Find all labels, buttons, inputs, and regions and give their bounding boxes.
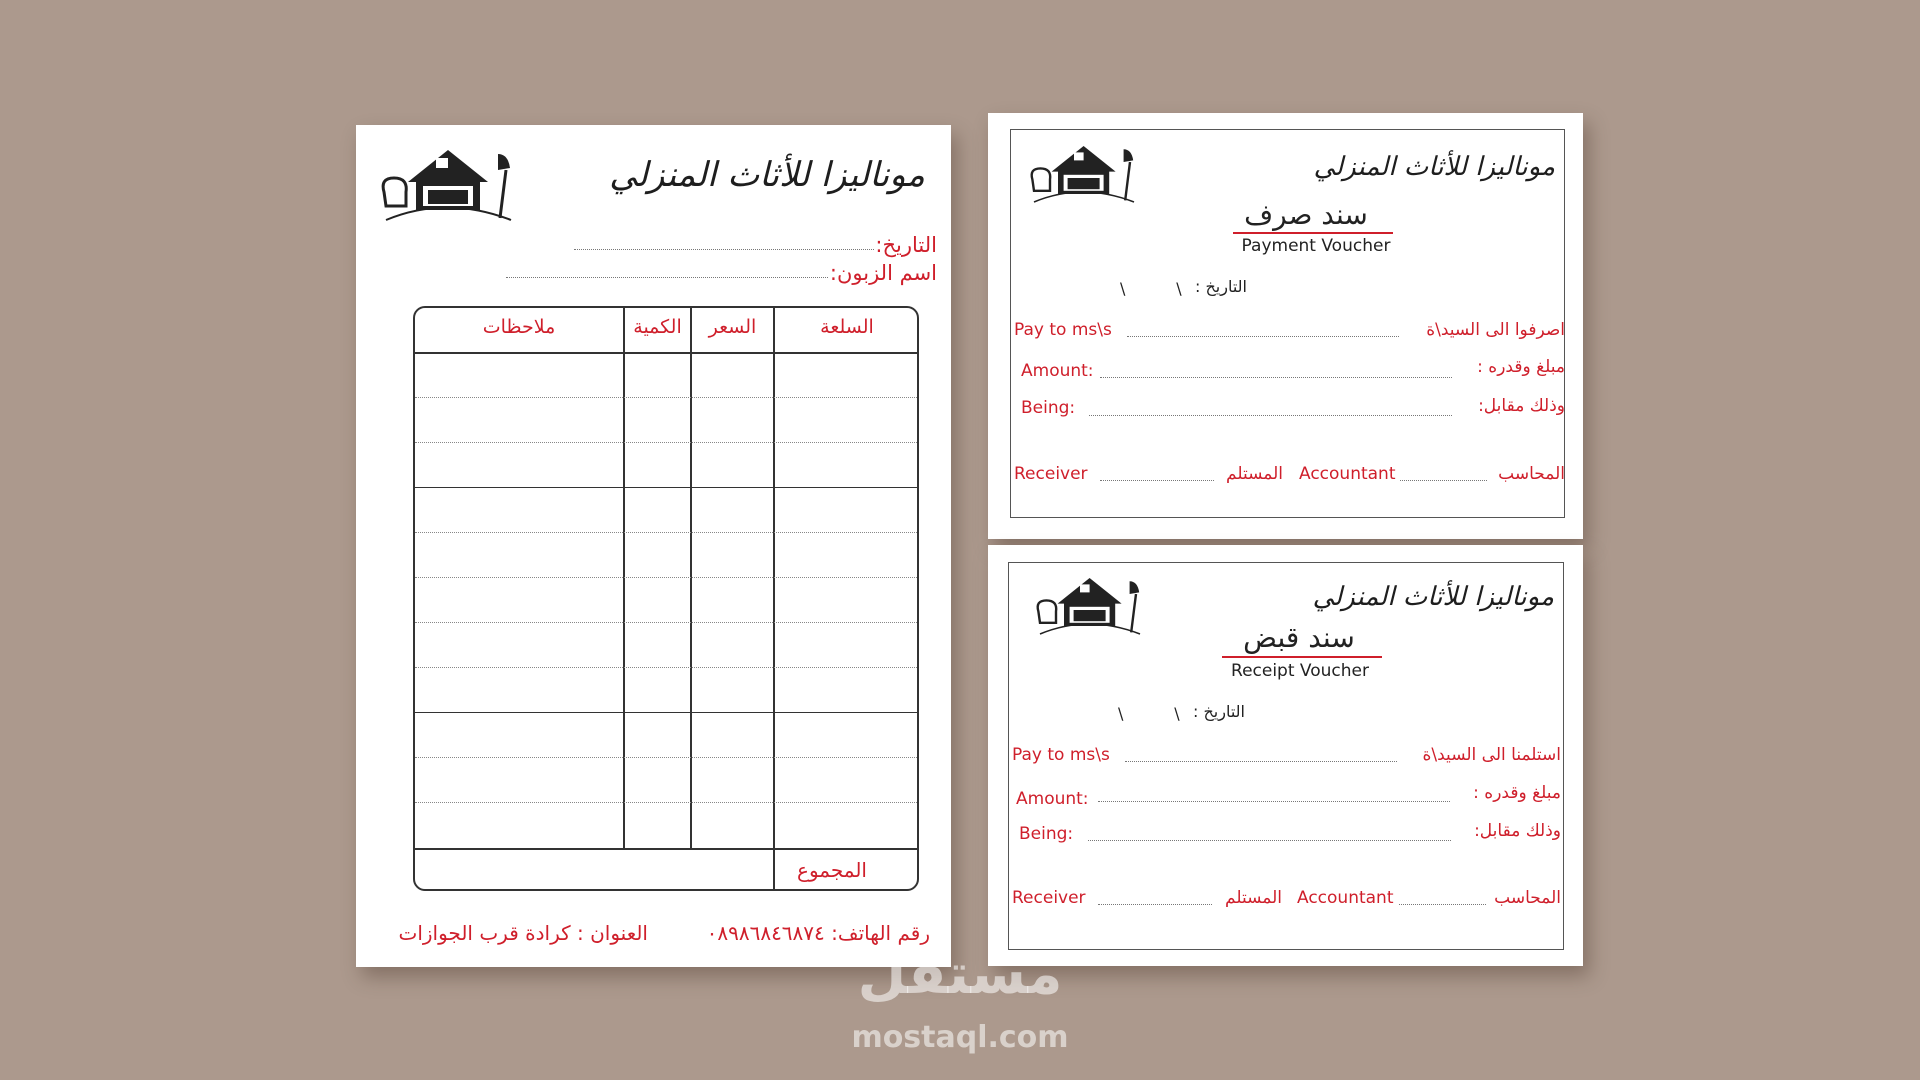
payment-date-label: التاريخ : [1194,277,1247,296]
receipt-pay-to-en: Pay to ms\s [1012,745,1110,765]
receipt-receiver-en: Receiver [1012,888,1086,908]
receipt-amount-ar: مبلغ وقدره : [1473,783,1561,803]
payment-receiver-ar: المستلم [1226,464,1283,484]
payment-being-ar: وذلك مقابل: [1478,396,1565,416]
receipt-accountant-ar: المحاسب [1494,888,1561,908]
receipt-pay-to-ar: استلمنا الى السيد\ة [1422,745,1561,765]
invoice-date-label: التاريخ: [875,233,937,257]
column-header-item: السلعة [820,316,874,338]
receipt-receiver-ar: المستلم [1225,888,1282,908]
invoice-customer-line [506,277,828,278]
receipt-date-separators: \ \ [1118,704,1180,723]
watermark-logo-ar: مستقل [857,942,1063,1007]
payment-title-ar: سند صرف [1244,198,1368,231]
receipt-pay-to-line [1125,761,1397,762]
payment-title-en: Payment Voucher [1241,236,1391,256]
invoice-total-label: المجموع [797,858,867,882]
column-header-quantity: الكمية [633,316,682,338]
watermark-logo-en: mostaql.com [851,1020,1069,1055]
invoice-date-line [574,249,874,250]
receipt-title-underline [1222,656,1382,658]
invoice-table [413,306,919,891]
payment-amount-line [1100,377,1452,378]
receipt-title-en: Receipt Voucher [1231,661,1369,681]
payment-pay-to-ar: اصرفوا الى السيد\ة [1426,320,1565,340]
payment-accountant-ar: المحاسب [1498,464,1565,484]
receipt-being-ar: وذلك مقابل: [1474,821,1561,841]
receipt-being-en: Being: [1019,824,1074,844]
invoice-address: العنوان : كرادة قرب الجوازات [398,921,648,945]
brand-logo-text: موناليزا للأثاث المنزلي [1313,152,1555,182]
payment-amount-ar: مبلغ وقدره : [1477,357,1565,377]
receipt-accountant-line [1399,904,1486,905]
payment-receiver-en: Receiver [1014,464,1088,484]
payment-pay-to-en: Pay to ms\s [1014,320,1112,340]
furniture-house-logo-icon [1028,570,1148,646]
brand-logo-text: موناليزا للأثاث المنزلي [609,155,925,195]
invoice-customer-label: اسم الزبون: [829,261,937,285]
payment-title-underline [1233,232,1393,234]
payment-being-en: Being: [1021,398,1076,418]
column-header-price: السعر [708,316,757,338]
column-header-notes: ملاحظات [482,316,556,338]
receipt-receiver-line [1098,904,1212,905]
furniture-house-logo-icon [1022,138,1142,214]
invoice-phone: رقم الهاتف: ٠٨٩٨٦٨٤٦٨٧٤ [706,921,930,945]
receipt-title-ar: سند قبض [1243,621,1355,654]
receipt-amount-line [1098,801,1450,802]
receipt-accountant-en: Accountant [1297,888,1394,908]
furniture-house-logo-icon [376,140,516,235]
payment-accountant-line [1400,480,1487,481]
payment-date-separators: \ \ [1120,279,1182,298]
receipt-amount-en: Amount: [1016,789,1089,809]
payment-accountant-en: Accountant [1299,464,1396,484]
receipt-date-label: التاريخ : [1192,702,1245,721]
receipt-being-line [1088,840,1451,841]
payment-being-line [1089,415,1452,416]
payment-receiver-line [1100,480,1214,481]
payment-pay-to-line [1127,336,1399,337]
brand-logo-text: موناليزا للأثاث المنزلي [1312,582,1554,612]
payment-amount-en: Amount: [1021,361,1094,381]
